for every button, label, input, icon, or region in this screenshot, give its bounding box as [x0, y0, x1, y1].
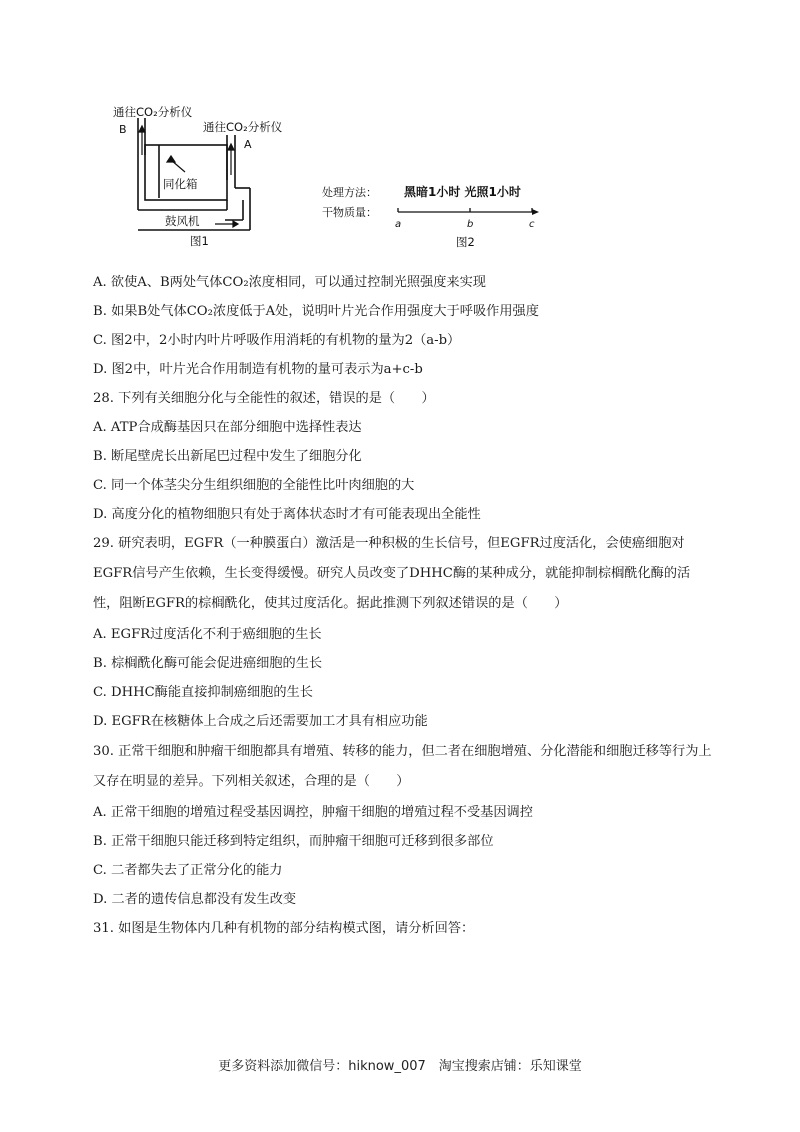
- q31-stem: 31. 如图是生物体内几种有机物的部分结构模式图，请分析回答：: [93, 921, 475, 936]
- q29-stem: 29. 研究表明，EGFR（一种膜蛋白）激活是一种积极的生长信号，但EGFR过度活化，会使癌细胞对EGFR信号产生依赖，生长变得缓慢。研究人员改变了DHHC酶的某种成分，就能抑制棕榈酰化酶的活性，阻断EGFR的棕榈酰化，使其过度活化。据此推测下列叙述错误的是（ ）: [93, 536, 691, 611]
- fig1-fan-label: 鼓风机: [165, 214, 200, 228]
- fig2-mass-label: 干物质量：: [322, 206, 377, 219]
- q28-stem: 28. 下列有关细胞分化与全能性的叙述，错误的是（ ）: [93, 391, 435, 406]
- q27-option-c: C. 图2中，2小时内叶片呼吸作用消耗的有机物的量为2（a-b）: [93, 333, 461, 348]
- fig1-label-b-pipe: 通往CO₂分析仪: [113, 105, 193, 119]
- q27-option-d: D. 图2中，叶片光合作用制造有机物的量可表示为a+c-b: [93, 362, 423, 377]
- q29-option-b: B. 棕榈酰化酶可能会促进癌细胞的生长: [93, 656, 323, 671]
- q29-option-a: A. EGFR过度活化不利于癌细胞的生长: [93, 627, 322, 642]
- q30-stem: 30. 正常干细胞和肿瘤干细胞都具有增殖、转移的能力，但二者在细胞增殖、分化潜能和细胞迁移等行为上又存在明显的差异。下列相关叙述，合理的是（ ）: [93, 744, 712, 789]
- page-footer: 更多资料添加微信号：hiknow_007 淘宝搜索店铺：乐知课堂: [218, 1059, 582, 1074]
- fig1-caption: 图1: [190, 234, 209, 248]
- q30-option-d: D. 二者的遗传信息都没有发生改变: [93, 892, 297, 907]
- q27-option-b: B. 如果B处气体CO₂浓度低于A处，说明叶片光合作用强度大于呼吸作用强度: [93, 304, 539, 319]
- fig2-method-label: 处理方法：: [322, 186, 377, 199]
- fig2-point-c: c: [529, 219, 535, 230]
- q30-option-b: B. 正常干细胞只能迁移到特定组织，而肿瘤干细胞可迁移到很多部位: [93, 834, 494, 849]
- figure-2-timeline: [320, 180, 550, 250]
- q28-option-d: D. 高度分化的植物细胞只有处于离体状态时才有可能表现出全能性: [93, 507, 481, 522]
- fig2-caption: 图2: [456, 235, 475, 249]
- fig1-point-a: A: [244, 138, 252, 151]
- fig1-point-b: B: [119, 123, 127, 136]
- fig2-point-a: a: [395, 219, 402, 230]
- q30-option-c: C. 二者都失去了正常分化的能力: [93, 863, 283, 878]
- q29-option-c: C. DHHC酶能直接抑制癌细胞的生长: [93, 685, 313, 700]
- fig1-chamber-label: 同化箱: [163, 177, 198, 191]
- q28-option-a: A. ATP合成酶基因只在部分细胞中选择性表达: [93, 420, 362, 435]
- fig2-method-values: 黑暗1小时 光照1小时: [404, 185, 521, 199]
- q30-option-a: A. 正常干细胞的增殖过程受基因调控，肿瘤干细胞的增殖过程不受基因调控: [93, 805, 533, 820]
- q28-option-b: B. 断尾壁虎长出新尾巴过程中发生了细胞分化: [93, 449, 362, 464]
- q27-option-a: A. 欲使A、B两处气体CO₂浓度相同，可以通过控制光照强度来实现: [93, 275, 486, 290]
- fig2-axis: [398, 208, 539, 215]
- q28-option-c: C. 同一个体茎尖分生组织细胞的全能性比叶肉细胞的大: [93, 478, 415, 493]
- fig1-label-a-pipe: 通往CO₂分析仪: [203, 120, 283, 134]
- fig2-point-b: b: [467, 219, 474, 230]
- figure-1-apparatus: [105, 100, 305, 250]
- q29-option-d: D. EGFR在核糖体上合成之后还需要加工才具有相应功能: [93, 714, 428, 729]
